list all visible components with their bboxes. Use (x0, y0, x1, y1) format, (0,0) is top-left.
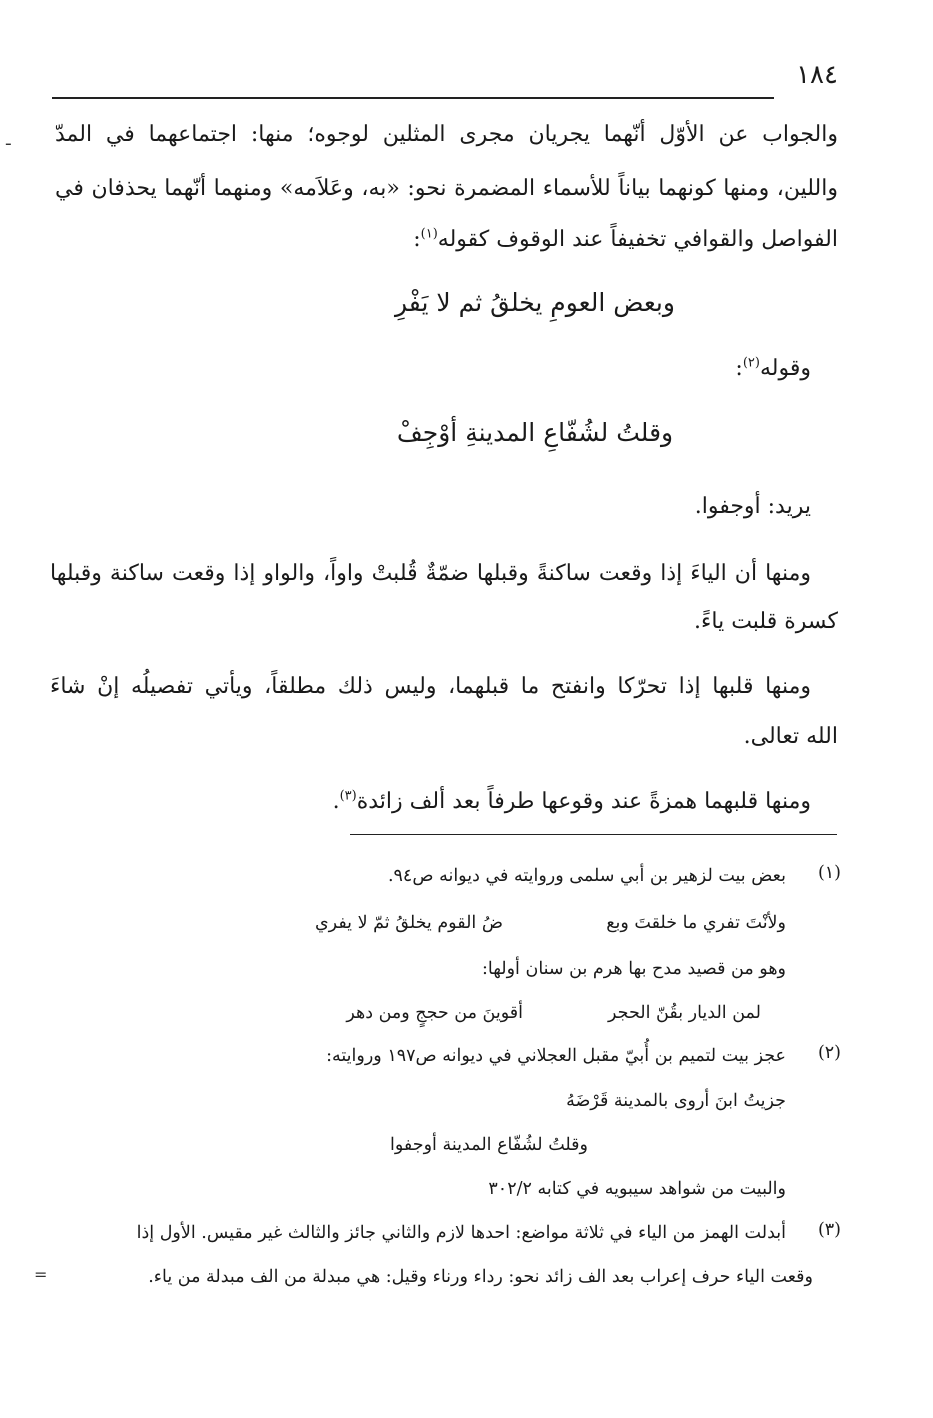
body-paragraph-4-text: ومنها قلبهما همزةً عند وقوعها طرفاً بعد ألف زائدة (356, 789, 811, 814)
footnote-1-line-3: وهو من قصيد مدح بها هرم بن سنان أولها: (481, 959, 786, 979)
footnote-ref-1: (١) (420, 226, 438, 242)
yurid-line: يريد: أوجفوا. (694, 494, 811, 519)
footnote-rule (350, 834, 837, 835)
body-paragraph-1-line-1: والجواب عن الأوّل أنّهما يجريان مجرى المثلين لوجوه؛ منها: اجتماعهما في المدّ (55, 122, 839, 147)
body-paragraph-2-line-1: ومنها أن الياءَ إذا وقعت ساكنةً وقبلها ضمّةٌ قُلبتْ واواً، والواو إذا وقعت ساكنة وقبلها (50, 561, 811, 586)
body-paragraph-3-line-1: ومنها قلبها إذا تحرّكا وانفتح ما قبلهما، وليس ذلك مطلقاً، ويأتي تفصيلُه إنْ شاءَ (50, 674, 811, 699)
footnote-1-number: (١) (817, 863, 841, 883)
continuation-mark: = (34, 1265, 48, 1284)
verse-1: وبعض العومِ يخلقُ ثم لا يَفْرِ (395, 288, 675, 317)
footnote-2-line-1: عجز بيت لتميم بن أُبيّ مقبل العجلاني في ديوانه ص١٩٧ وروايته: (326, 1046, 786, 1066)
body-paragraph-1-line-3-text: الفواصل والقوافي تخفيفاً عند الوقوف كقوله (437, 227, 838, 252)
footnote-1-verse-b-left: أقوينَ من حججٍ ومن دهر (346, 1003, 523, 1023)
footnote-2-verse-left: وقلتُ لشُفّاع المدينة أوجفوا (390, 1135, 588, 1155)
header-rule (52, 97, 774, 99)
footnote-1-verse-a-left: ضُ القوم يخلقُ ثمّ لا يفري (314, 913, 503, 933)
footnote-3-line-2: وقعت الياء حرف إعراب بعد الف زائد نحو: رداء ورناء وقيل: هي مبدلة من الف مبدلة من ياء. (148, 1267, 813, 1287)
colon: : (413, 227, 421, 252)
colon: : (735, 356, 743, 381)
body-paragraph-1-line-2: واللين، ومنها كونهما بياناً للأسماء المضمرة نحو: «به، وعَلاَمه» ومنهما أنّهما يحذفان في (55, 176, 838, 201)
body-paragraph-1-line-3 (413, 223, 838, 257)
footnote-2-number: (٢) (817, 1043, 841, 1063)
period: . (332, 789, 340, 814)
body-paragraph-4 (333, 785, 811, 819)
margin-mark-top: ـ (6, 130, 11, 149)
verse-2: وقلتُ لشُفّاعِ المدينةِ أوْجِفْ (396, 418, 674, 447)
page-number: ١٨٤ (796, 60, 838, 90)
footnote-1-verse-a-right: ولأنْتَ تفري ما خلقتَ وبع (606, 913, 786, 933)
footnote-2-line-3: والبيت من شواهد سيبويه في كتابه ٣٠٢/٢ (488, 1179, 786, 1199)
footnote-2-verse-right: جزيتُ ابنَ أروى بالمدينة قَرْضَهُ (566, 1091, 786, 1111)
footnote-3-line-1: أبدلت الهمز من الياء في ثلاثة مواضع: احدها لازم والثاني جائز والثالث غير مقيس. الأول إذا (136, 1223, 786, 1243)
footnote-1-verse-b-right: لمن الديار بقُنّ الحجر (608, 1003, 761, 1023)
body-paragraph-2-line-2: كسرة قلبت ياءً. (694, 609, 838, 634)
verse-2-intro (735, 352, 811, 386)
verse-2-intro-text: وقوله (759, 356, 811, 381)
footnote-ref-2: (٢) (742, 355, 760, 371)
footnote-3-number: (٣) (817, 1220, 841, 1240)
footnote-1-line-1: بعض بيت لزهير بن أبي سلمى وروايته في ديوانه ص٩٤. (387, 866, 786, 886)
body-paragraph-3-line-2: الله تعالى. (743, 724, 838, 749)
footnote-ref-3: (٣) (339, 788, 357, 804)
